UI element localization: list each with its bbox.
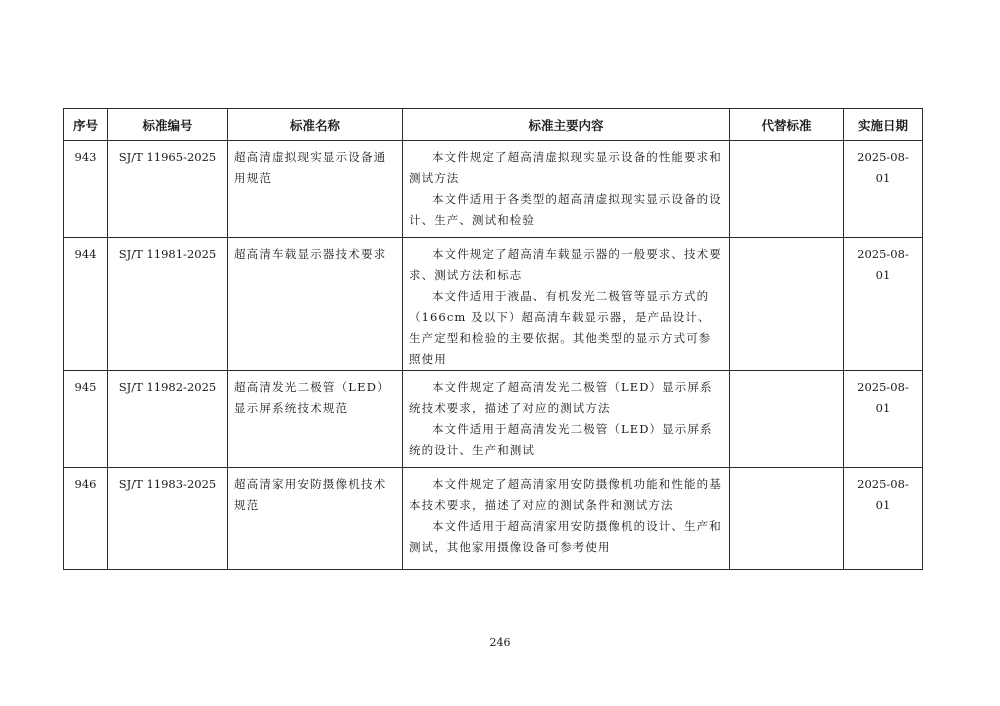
cell-replaces [730, 238, 844, 371]
content-paragraph: 本文件规定了超高清发光二极管（LED）显示屏系统技术要求，描述了对应的测试方法 [409, 380, 713, 415]
content-paragraph: 本文件规定了超高清家用安防摄像机功能和性能的基本技术要求，描述了对应的测试条件和测试方法 [409, 477, 722, 512]
header-date: 实施日期 [844, 109, 923, 141]
table-row [64, 371, 923, 468]
cell-content [403, 238, 730, 371]
cell-code: SJ/T 11981-2025 [108, 238, 228, 371]
cell-replaces [730, 141, 844, 238]
table-row [64, 468, 923, 570]
header-seq: 序号 [64, 109, 108, 141]
cell-name: 超高清虚拟现实显示设备通用规范 [228, 141, 403, 238]
content-paragraph: 本文件适用于超高清家用安防摄像机的设计、生产和测试，其他家用摄像设备可参考使用 [409, 519, 722, 554]
content-paragraph: 本文件规定了超高清车载显示器的一般要求、技术要求、测试方法和标志 [409, 247, 722, 282]
cell-name: 超高清车载显示器技术要求 [228, 238, 403, 371]
cell-code: SJ/T 11965-2025 [108, 141, 228, 238]
cell-date: 2025-08-01 [844, 238, 923, 371]
header-replaces: 代替标准 [730, 109, 844, 141]
table-header [64, 109, 923, 141]
content-paragraph: 本文件适用于各类型的超高清虚拟现实显示设备的设计、生产、测试和检验 [409, 192, 722, 227]
cell-date: 2025-08-01 [844, 371, 923, 468]
content-paragraph: 本文件规定了超高清虚拟现实显示设备的性能要求和测试方法 [409, 150, 722, 185]
cell-content [403, 371, 730, 468]
table-row [64, 238, 923, 371]
content-paragraph: 本文件适用于液晶、有机发光二极管等显示方式的（166cm 及以下）超高清车载显示器，是产品设计、生产定型和检验的主要依据。其他类型的显示方式可参照使用 [409, 289, 712, 366]
cell-seq: 944 [64, 238, 108, 371]
cell-replaces [730, 468, 844, 570]
cell-date: 2025-08-01 [844, 141, 923, 238]
standards-table [63, 108, 923, 570]
table-row [64, 141, 923, 238]
cell-code: SJ/T 11983-2025 [108, 468, 228, 570]
cell-seq: 943 [64, 141, 108, 238]
cell-name: 超高清家用安防摄像机技术规范 [228, 468, 403, 570]
content-paragraph: 本文件适用于超高清发光二极管（LED）显示屏系统的设计、生产和测试 [409, 422, 713, 457]
cell-content [403, 141, 730, 238]
header-name: 标准名称 [228, 109, 403, 141]
cell-seq: 946 [64, 468, 108, 570]
cell-replaces [730, 371, 844, 468]
cell-code: SJ/T 11982-2025 [108, 371, 228, 468]
page-number: 246 [489, 636, 511, 649]
header-content: 标准主要内容 [403, 109, 730, 141]
table-body [64, 141, 923, 570]
header-code: 标准编号 [108, 109, 228, 141]
header-row [64, 109, 923, 141]
cell-name: 超高清发光二极管（LED）显示屏系统技术规范 [228, 371, 403, 468]
cell-date: 2025-08-01 [844, 468, 923, 570]
cell-content [403, 468, 730, 570]
cell-seq: 945 [64, 371, 108, 468]
